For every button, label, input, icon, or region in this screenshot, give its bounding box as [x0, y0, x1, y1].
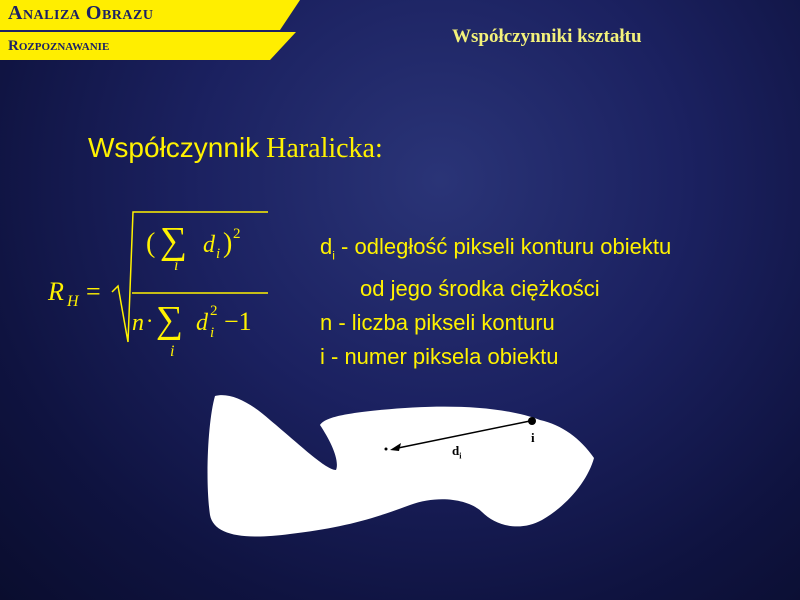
shape-label-d-var: d — [452, 443, 460, 458]
heading-keyword: Współczynnik — [88, 132, 260, 163]
denom-sum-sign: ∑ — [156, 299, 184, 341]
object-blob — [208, 395, 594, 536]
legend-line-n: n - liczba pikseli konturu — [320, 310, 555, 336]
numer-sum-index: i — [174, 257, 179, 274]
header-title: Analiza Obrazu — [8, 2, 154, 24]
numer-open-paren: ( — [146, 228, 156, 259]
denom-exp: 2 — [210, 303, 218, 319]
formula-lhs-sub: H — [67, 293, 79, 310]
numer-var: d — [203, 232, 215, 258]
shape-label-i: i — [531, 430, 535, 445]
shape-label-d-sub: i — [459, 451, 462, 461]
legend-di-text: - odległość pikseli konturu obiektu — [334, 234, 672, 259]
denom-sum-index: i — [170, 343, 175, 360]
denom-var: d — [196, 310, 208, 336]
denom-sub: i — [210, 325, 215, 341]
legend-line-i: i - numer piksela obiektu — [320, 344, 559, 370]
numer-sum-sign: ∑ — [160, 220, 188, 262]
denom-dot: · — [146, 308, 154, 333]
formula-equals: = — [86, 277, 101, 306]
denom-n: n — [132, 310, 144, 336]
numer-sub: i — [216, 246, 221, 262]
legend-di-var: d — [320, 234, 333, 259]
denom-minus-one: −1 — [224, 307, 252, 336]
heading-name: Haralicka: — [266, 133, 383, 164]
legend-line-centroid: od jego środka ciężkości — [360, 276, 600, 302]
legend-di-sub: i — [332, 248, 335, 263]
shape-label-d — [452, 443, 461, 461]
slide-title: Współczynniki kształtu — [452, 26, 642, 47]
numer-exp: 2 — [233, 226, 241, 242]
numer-close-paren: ) — [223, 228, 233, 259]
header-subtitle: Rozpoznawanie — [8, 38, 110, 54]
centroid-point — [385, 448, 388, 451]
formula-lhs: R — [48, 277, 64, 306]
